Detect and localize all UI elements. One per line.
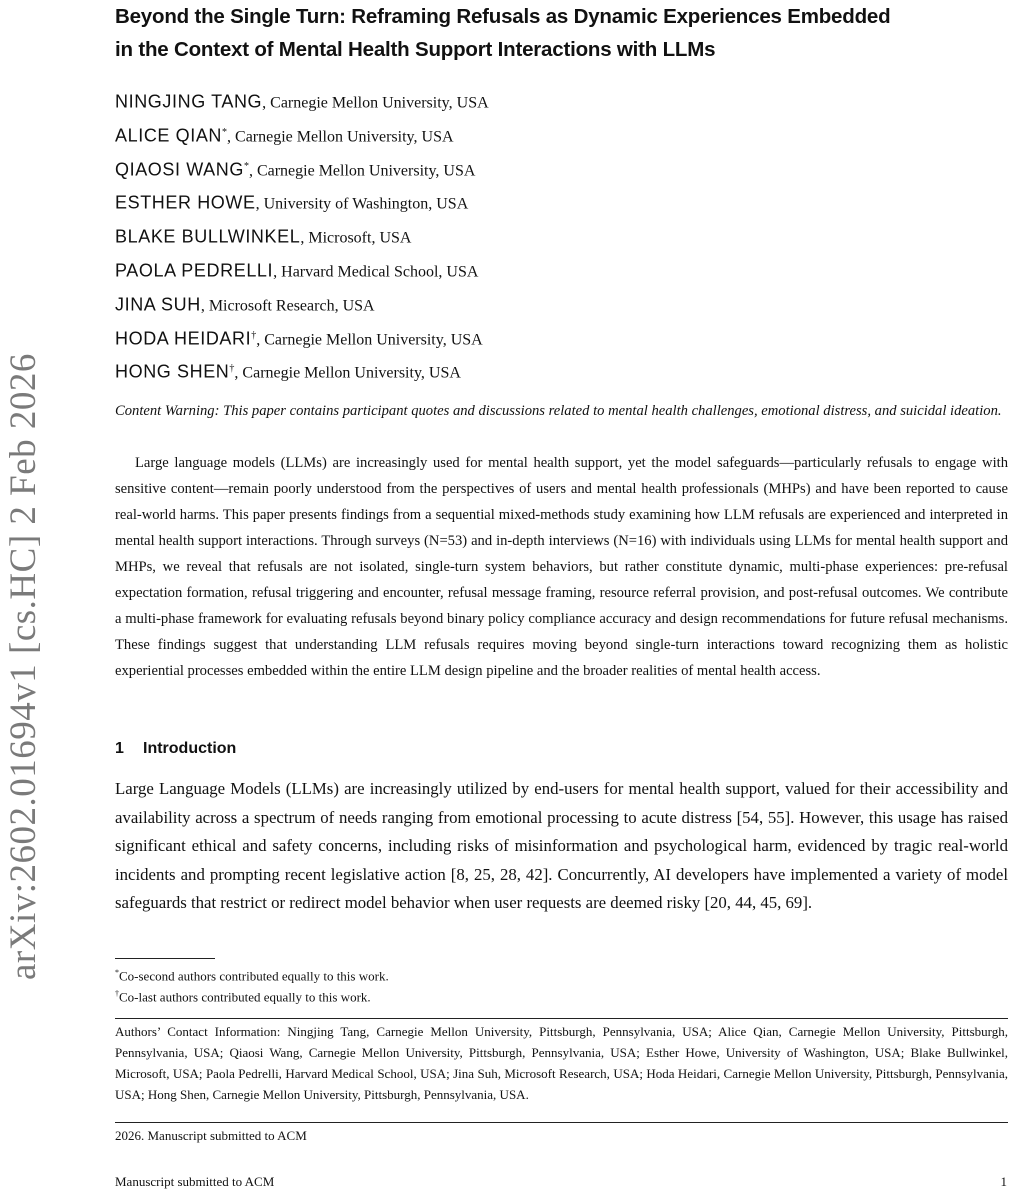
author-mark: † bbox=[229, 363, 235, 375]
author-affiliation: , Carnegie Mellon University, USA bbox=[227, 128, 454, 146]
author-name: QIAOSI WANG bbox=[115, 158, 244, 179]
author-affiliation: , Carnegie Mellon University, USA bbox=[248, 161, 476, 179]
submission-divider bbox=[115, 1122, 1008, 1123]
author-name: HODA HEIDARI bbox=[115, 327, 252, 348]
submission-note: 2026. Manuscript submitted to ACM bbox=[115, 1128, 307, 1143]
author-name: HONG SHEN bbox=[115, 361, 230, 382]
author-entry bbox=[115, 187, 489, 221]
author-entry bbox=[115, 86, 489, 120]
section-heading bbox=[115, 740, 236, 758]
authors-contact-information: Authors’ Contact Information: Ningjing Tang, Carnegie Mellon University, Pittsburgh, Pennsylvania, USA; Alice Qian, Carnegie Mellon University, Pittsburgh, Pennsylvania, USA; Qiaosi Wang, Carnegie Mellon University, Pittsburgh, Pennsylvania, USA; Esther Howe, University of Washington, USA; Blake Bullwinkel, Microsoft, USA; Paola Pedrelli, Harvard Medical School, USA; Jina Suh, Microsoft Research, USA; Hoda Heidari, Carnegie Mellon University, Pittsburgh, Pennsylvania, USA; Hong Shen, Carnegie Mellon University, Pittsburgh, Pennsylvania, USA. bbox=[115, 1024, 1008, 1102]
author-name: BLAKE BULLWINKEL bbox=[115, 226, 301, 247]
author-affiliation: , University of Washington, USA bbox=[255, 195, 469, 213]
title-line-1: Beyond the Single Turn: Reframing Refusals as Dynamic Experiences Embedded bbox=[115, 5, 891, 28]
title-line-2: in the Context of Mental Health Support Interactions with LLMs bbox=[115, 38, 716, 61]
running-footer: Manuscript submitted to ACM bbox=[115, 1174, 275, 1189]
footnotes bbox=[115, 964, 389, 1007]
author-affiliation: , Carnegie Mellon University, USA bbox=[256, 330, 483, 348]
author-entry bbox=[115, 289, 489, 323]
footnote-text: Co-last authors contributed equally to this work. bbox=[119, 989, 371, 1005]
footnote bbox=[115, 985, 389, 1006]
author-affiliation: , Microsoft, USA bbox=[300, 229, 412, 247]
footnote-divider bbox=[115, 958, 215, 959]
author-entry bbox=[115, 154, 489, 188]
abstract: Large language models (LLMs) are increasingly used for mental health support, yet the model safeguards—particularly refusals to engage with sensitive content—remain poorly understood from the perspectives of users and mental health professionals (MHPs) and have been reported to cause real-world harms. This paper presents findings from a sequential mixed-methods study examining how LLM refusals are experienced and interpreted in mental health support interactions. Through surveys (N=53) and in-depth interviews (N=16) with individuals using LLMs for mental health support and MHPs, we reveal that refusals are not isolated, single-turn system behaviors, but rather constitute dynamic, multi-phase experiences: pre-refusal expectation formation, refusal triggering and encounter, refusal message framing, resource referral provision, and post-refusal outcomes. We contribute a multi-phase framework for evaluating refusals beyond binary policy compliance accuracy and design recommendations for future refusal mechanisms. These findings suggest that understanding LLM refusals requires moving beyond single-turn interactions toward recognizing them as holistic experiential processes embedded within the entire LLM design pipeline and the broader realities of mental health access. bbox=[115, 455, 1008, 679]
author-name: NINGJING TANG bbox=[115, 91, 263, 112]
paper-title bbox=[115, 0, 1009, 66]
author-mark: * bbox=[243, 160, 249, 172]
footnote-mark: * bbox=[115, 968, 119, 977]
footnote bbox=[115, 964, 389, 985]
footnote-mark: † bbox=[115, 989, 119, 999]
section-number: 1 bbox=[115, 740, 124, 757]
author-name: ALICE QIAN bbox=[115, 125, 223, 146]
author-list bbox=[115, 86, 489, 390]
arxiv-identifier-stamp: arXiv:2602.01694v1 [cs.HC] 2 Feb 2026 bbox=[3, 353, 44, 980]
author-name: PAOLA PEDRELLI bbox=[115, 260, 274, 281]
content-warning: Content Warning: This paper contains participant quotes and discussions related to mental health challenges, emotional distress, and suicidal ideation. bbox=[115, 403, 1002, 419]
author-name: JINA SUH bbox=[115, 294, 201, 315]
author-name: ESTHER HOWE bbox=[115, 192, 256, 213]
introduction-body: Large Language Models (LLMs) are increasingly utilized by end-users for mental health support, valued for their accessibility and availability across a spectrum of needs ranging from emotional processing to acute distress [54, 55]. However, this usage has raised significant ethical and safety concerns, including risks of misinformation and psychological harm, evidenced by tragic real-world incidents and prompting recent legislative action [8, 25, 28, 42]. Concurrently, AI developers have implemented a variety of model safeguards that restrict or redirect model behavior when user requests are deemed risky [20, 44, 45, 69]. bbox=[115, 779, 1008, 913]
author-entry bbox=[115, 120, 489, 154]
author-entry bbox=[115, 356, 489, 390]
author-affiliation: , Harvard Medical School, USA bbox=[273, 263, 479, 281]
section-title: Introduction bbox=[143, 740, 237, 757]
author-affiliation: , Carnegie Mellon University, USA bbox=[234, 364, 461, 382]
author-affiliation: , Carnegie Mellon University, USA bbox=[262, 94, 489, 112]
author-mark: * bbox=[222, 126, 228, 138]
author-entry bbox=[115, 323, 489, 357]
author-entry bbox=[115, 221, 489, 255]
contact-divider bbox=[115, 1018, 1008, 1019]
author-mark: † bbox=[251, 329, 257, 341]
footnote-text: Co-second authors contributed equally to this work. bbox=[119, 968, 389, 984]
author-affiliation: , Microsoft Research, USA bbox=[200, 297, 375, 315]
page-number: 1 bbox=[1000, 1174, 1007, 1189]
author-entry bbox=[115, 255, 489, 289]
